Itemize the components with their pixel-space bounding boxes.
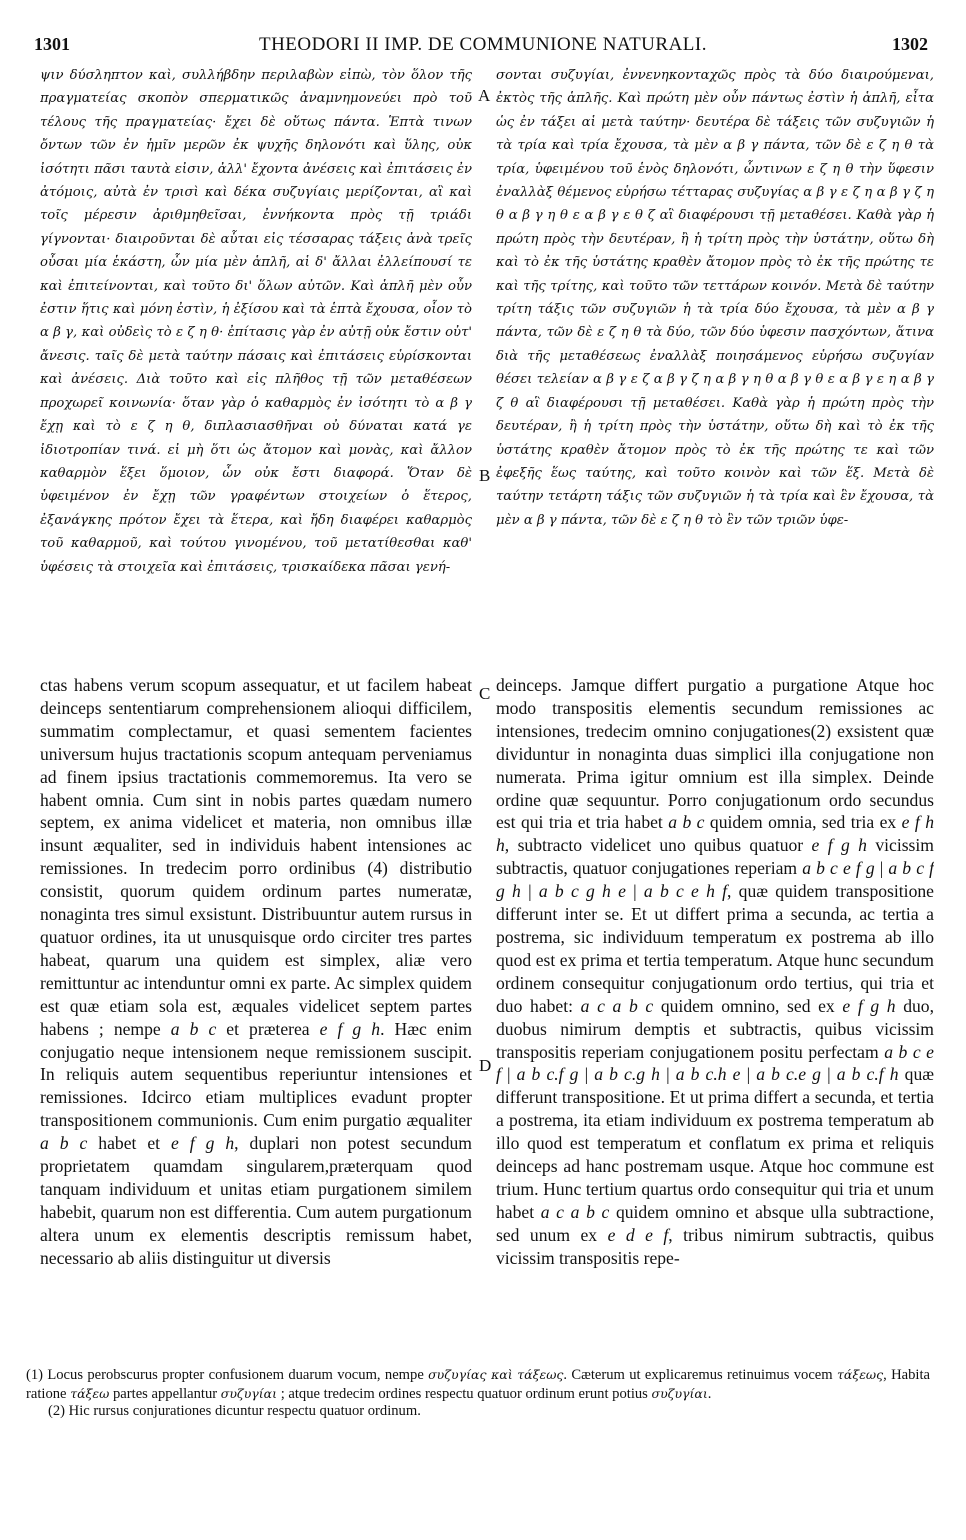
page-header [0,0,966,70]
greek-text-left: ψιν δύσληπτον καὶ, συλλήβδην περιλαβὼν εἰπὼ, τὸν ὅλον τῆς πραγματείας σκοπὸν σπερματικῶς ἀναμνημονεύει πρὸ τοῦ τέλους τῆς πραγματείας· ἔχει δὲ οὕτως πάντα. Ἑπτὰ τινων ὄντων τῶν ἐν ἡμῖν μερῶν ἐκ ψυχῆς δηλονότι καὶ ὕλης, οὐκ ἰσότητι πᾶσι ταυτὰ εἰσιν, ἀλλ' ἔχοντα ἀνέσεις καὶ ἐπιτάσεις ἐν ἀτόμοις, αὐτὰ ἐν τρισὶ καὶ δέκα συζυγίαις μερίζονται, αἳ καὶ τοῖς μέρεσιν ἀριθμηθεῖσαι, ἐννήκοντα πρὸς τῇ τριάδι γίγνονται· διαιροῦνται δὲ αὗται εἰς τέσσαρας τάξεις ἀνὰ τρεῖς οὖσαι μία ἑκάστη, ὧν μία μὲν ἁπλῆ, αἱ δ' ἄλλαι ἐλλείπουσί τε καὶ ἐπιτείνονται, καὶ τοῦτο δι' ὅλων αὐτῶν. Καὶ ἁπλῆ μὲν οὖν ἐστιν ἥτις καὶ μόνη ἐστὶν, ἡ ἐξίσου καὶ τὰ ἑπτὰ ἔχουσα, οἷον τὸ α β γ, καὶ οὐδεὶς τὸ ε ζ η θ· ἐπίτασις γὰρ ἐν αὐτῇ οὐκ ἔστιν οὐτ' ἄνεσις. ταῖς δὲ μετὰ ταύτην πάσαις καὶ ἐπιτάσεις εὑρίσκονται καὶ ἀνέσεις. Διὰ τοῦτο καὶ εἰς πλῆθος τῇ τῶν μεταθέσεων προχωρεῖ κοινωνία· ὅταν γὰρ ὁ καθαρμὸς ἐν ἰσότητι τὸ α β γ ἔχῃ καὶ τὸ ε ζ η θ, διπλασιασθῆναι οὐ δύναται κατά γε ἰδιοτροπίαν τινά. εἰ μὴ ὅτι ὡς ἄτομον καὶ μονὰς, καὶ ἄλλον καθαρμὸν ἕξει ὅμοιον, ὧν οὐκ ἔστι διαφορά. Ὅταν δὲ ὑφειμένον ἐν ἔχῃ τῶν γραφέντων στοιχείων ὁ ἕτερος, ἐξανάγκης πρότον ἔχει τὰ ἕτερα, καὶ ἤδη διαφέρει καθαρμὸς τοῦ καθαρμοῦ, καὶ τούτου γινομένου, τοῦ μετατίθεσθαι καθ' ὑφέσεις τὰ στοιχεῖα καὶ ἐπιτάσεις, τρισκαίδεκα πᾶσαι γενή- [40,68,472,575]
footnote-2: (2) Hic rursus conjurationes dicuntur respectu quatuor ordinum. [48,1403,421,1419]
latin-text-left: ctas habens verum scopum assequatur, et ut facilem habeat deinceps sententiarum comprehensionem alioqui difficilem, summatim complectamur, et quasi sementem facientes universum hujus tractationis scopum antequam perveniamus ad finem ipsius tractationis commemoremus. Ita vero se habent omnia. Cum sint in nobis partes quædam numero septem, ex anima videlicet et materia, non omnibus illæ insunt æqualiter, sed in individuis habent intensiones ac remissiones. In tredecim porro ordinibus (4) distributio consistit, quorum quidem ordinum partes numeratæ, nonaginta tres simul exsistunt. Distribuuntur autem rursus in quatuor ordines, ita ut unusquisque ordo circiter tres partes habeat, quarum una quidem est simplex, aliæ vero remittuntur ac intenduntur omni ex parte. Ac simplex quidem est quæ etiam sola est, æquales videlicet septem partes habens ; nempe a b c et præterea e f g h. Hæc enim conjugatio neque intensionem neque remissionem suscipit. In reliquis autem sequentibus reperiuntur intensiones et remissiones. Idcirco etiam multiplices evadunt propter transpositionem communionis. Cum enim purgatio æqualiter a b c habet et e f g h, duplari non potest secundum proprietatem quamdam singularem,præterquam quod tanquam individuum et unitas etiam purgationem similem habebit, quarum non est differentia. Cum autem purgationum altera unum ex elementis descriptis remissum habet, necessario ab aliis distinguitur ut diversis [40,675,472,1268]
page-number-right: 1302 [892,34,928,54]
left-column [40,64,472,1322]
greek-text-right: σονται συζυγίαι, ἐννενηκονταχῶς πρὸς τὰ δύο διαιρούμεναι, ἐκτὸς τῆς ἁπλῆς. Καὶ πρώτη μὲν οὖν πάντως ἐστὶν ἡ ἁπλῆ, εἶτα ὡς ἐν τάξει αἱ μετὰ ταύτην· δευτέρα δὲ τάξεις τῶν συζυγιῶν ἡ τὰ τρία καὶ τρία ἔχουσα, τὰ μὲν α β γ πάντα, τῶν δὲ ε ζ η θ τὰ τρία, ὑφειμένου τοῦ ἑνὸς δηλονότι, ὧντινων ε ζ η θ τὴν ὕφεσιν ἐναλλὰξ θέμενος εὑρήσω τέτταρας συζυγίας α β γ ε ζ η α β γ ζ η θ α β γ η θ ε α β γ ε θ ζ αἳ διαφέρουσι τῇ μεταθέσει. Καθὰ γὰρ ἡ πρώτη πρὸς τὴν δευτέραν, ἢ ἡ τρίτη πρὸς τὴν ὑστάτην, οὕτω δὴ καὶ τὸ ἐκ τῆς ὑστάτης κραθὲν ἄτομον πρὸς τὸ ἐκ τῆς πρώτης τε καὶ τῆς τρίτης, καὶ τοῦτο τῶν τεττάρων κοινόν. Μετὰ δὲ ταύτην τρίτη τάξις τῶν συζυγιῶν ἡ τὰ τρία δύο ἔχουσα, τὰ μὲν α β γ πάντα, τῶν δὲ ε ζ η θ τὰ δύο, τῶν δύο ὑφεσιν πασχόντων, ἅτινα διὰ τῆς μεταθέσεως ἐναλλὰξ ποιησάμενος εὑρήσω συζυγίαν θέσει τελείαν α β γ ε ζ α β γ ζ η α β γ η θ α β γ θ ε α β γ ε η α β γ ζ θ αἳ διαφέρουσι τῇ μεταθέσει. Καθὰ γὰρ ἡ πρώτη πρὸς τὴν δευτέραν, ἢ ἡ τρίτη πρὸς τὴν ὑστάτην, οὕτω δὴ καὶ τὸ ἐκ τῆς ὑστάτης κραθὲν ἄτομον πρὸς τὸ ἐκ τῆς πρώτης τε καὶ τῶν ἐφεξῆς ἕως ταύτης, καὶ τοῦτο κοινὸν καὶ τῶν ἕξ. Μετὰ δὲ ταύτην τετάρτη τάξις τῶν συζυγιῶν ἡ τὰ τρία καὶ ἓν ἔχουσα, τὰ μὲν α β γ πάντα, τῶν δὲ ε ζ η θ τὸ ἓν τῶν τριῶν ὑφε- [496,68,934,528]
margin-marker-c: C [479,684,491,703]
margin-marker-a: A [478,86,491,105]
footnotes [26,1366,930,1421]
footnote-1: (1) Locus perobscurus propter confusionem duarum vocum, nempe συζυγίας καὶ τάξεως. Cæterum ut explicaremus retinuimus vocem τάξεως, Habita ratione τάξεω partes appellantur συζυγίαι ; atque tredecim ordines respectu quatuor ordinum erunt potius συζυγίαι. [26,1367,930,1402]
margin-marker-b: B [479,466,491,485]
page-number-left: 1301 [34,34,70,54]
running-title: THEODORI II IMP. DE COMMUNIONE NATURALI. [258,34,707,55]
right-column [496,64,934,1322]
latin-text-right: deinceps. Jamque differt purgatio a purgatione Atque hoc modo transpositis elementis secundum remissiones ac intensiones, tredecim omnino conjugationes(2) exsistent quæ dividuntur in nonaginta duas simplici illa conjugatione non numerata. Prima igitur omnium est illa simplex. Deinde ordine quæ sequuntur. Porro conjugationum ordo secundus est qui tria et tria habet a b c quidem omnia, sed tria ex e f h h, subtracto videlicet uno quibus quatuor e f g h vicissim subtractis, quatuor conjugationes reperiam a b c e f g | a b c f g h | a b c g h e | a b c e h f, quæ quidem transpositione differunt inter se. Et ut differt prima a secunda, ac tertia a postrema, sic individuum temperatum ex postrema ab illo quod est ex prima et tertia temperatum. Atque hunc secundum ordinem consequitur conjugationum ordo tertius, qui tria et duo habet: a c a b c quidem omnino, sed ex e f g h duo, duobus nimirum demptis et subtractis, quibus vicissim transpositis reperiam conjugationem positu perfectam a b c e f | a b c.f g | a b c.g h | a b c.h e | a b c.e g | a b c.f h quæ differunt transpositione. Et ut prima differt a secunda, et tertia a postrema, ita etiam individuum ex postrema temperatum ab illo quod est temperatum et conflatum ex prima et reliquis deinceps ad hanc postremam usque. Atque hoc commune est trium. Hunc tertium quartus ordo consequitur qui tria et unum habet a c a b c quidem omnino et absque ulla subtractione, sed unum ex e d e f, tribus nimirum subtractis, quibus vicissim transpositis repe- [496,675,934,1268]
margin-marker-d: D [479,1056,492,1075]
